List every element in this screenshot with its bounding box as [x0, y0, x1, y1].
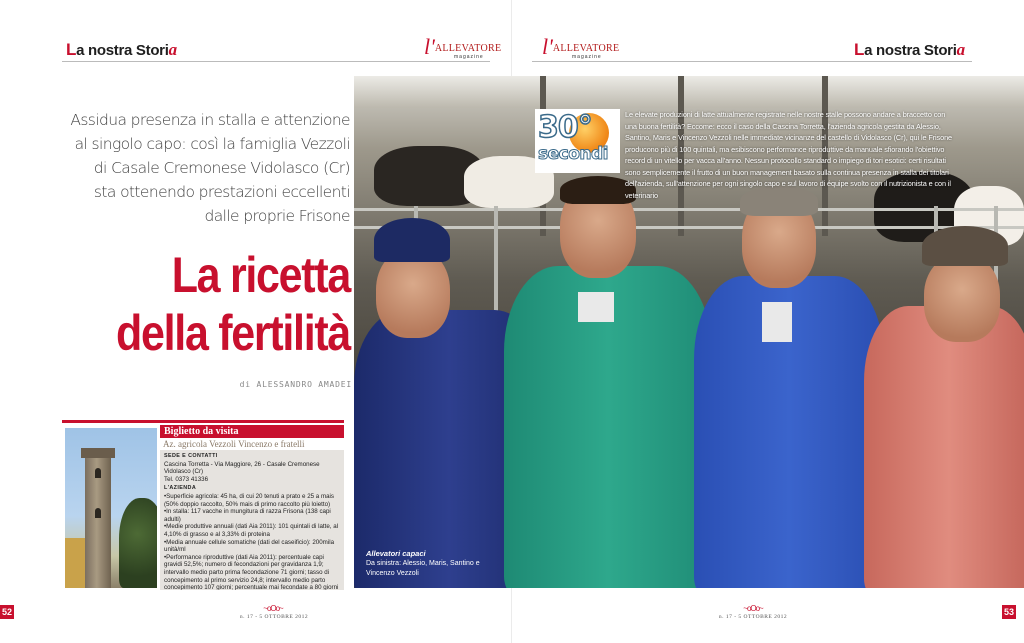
- badge-word: secondi: [538, 144, 609, 164]
- byline: di ALESSANDRO AMADEI: [239, 380, 352, 389]
- page-number-left: 52: [1, 607, 12, 617]
- footer-ornament: ~oOo~: [743, 604, 763, 613]
- issue-info: n. 17 - 5 OTTOBRE 2012: [718, 614, 788, 620]
- article-intro: Le elevate produzioni di latte attualmente registrate nelle nostre stalle possono andare a braccetto con una buona fertilità? Eccome: ecco il caso della Cascina Torretta, l'azienda agricola gestita da Alessio, Santino, Maris e Vincenzo Vezzoli nelle immediate vicinanze del castello di Vidolasco (Cr), qui le Frisone producono più di 100 quintali, ma esibiscono performance riproduttive da manuale sfiorando l'obiettivo record di un vitello per vacca all'anno. Nessun protocollo standard o impiego di tori esotici: certi risultati sono semplicemente il frutto di un buon management basato sulla continua presenza in stalla dei titolari dell'azienda, sull'attenzione per ogni singolo capo e sul lavoro di équipe svolto con il nutrizionista e con il veterinario: [625, 110, 952, 200]
- list-item: • Performance riproduttive (dati Aia 2011): percentuale capi gravidi 52,5%; numero di fecondazioni per gravidanza 1,9; intervallo medio parto prima fecondazione 71 giorni; tasso di concepimento al primo servizio 24,8; intervallo medio parto concepimento 107 giorni; percentuale mai fecondate a 80 giorni: [164, 554, 340, 590]
- list-item: • Media annuale cellule somatiche (dati del caseificio): 200mila unità/ml: [164, 539, 340, 554]
- caption-title: Allevatori capaci: [366, 549, 426, 558]
- issue-info: n. 17 - 5 OTTOBRE 2012: [239, 614, 309, 620]
- farmers-barn-photo: [354, 76, 1024, 588]
- list-item: • In stalla: 117 vacche in mungitura di razza Frisona (138 capi adulti): [164, 508, 340, 523]
- company-label: L'AZIENDA: [164, 485, 197, 492]
- left-header: [62, 34, 502, 66]
- badge-number: 30°: [538, 110, 592, 145]
- section-title: La nostra Storia: [854, 40, 965, 59]
- card-body: [160, 450, 344, 590]
- farm-name: Az. agricola Vezzoli Vincenzo e fratelli: [163, 439, 305, 449]
- photo-caption: [366, 549, 486, 578]
- contact-address: Cascina Torretta - Via Maggiore, 26 - Casale Cremonese Vidolasco (Cr): [164, 460, 320, 476]
- footer-ornament: ~oOo~: [263, 604, 283, 613]
- magazine-logo: l'ALLEVATORE magazine: [542, 34, 620, 60]
- 30-seconds-badge: [535, 109, 620, 173]
- header-rule: [62, 61, 490, 62]
- article-title: La ricetta della fertilità: [116, 247, 350, 361]
- business-card-box: [62, 420, 344, 590]
- contacts-label: SEDE E CONTATTI: [164, 453, 218, 459]
- caption-text: Da sinistra: Alessio, Maris, Santino e Vincenzo Vezzoli: [366, 560, 480, 577]
- list-item: • Medie produttive annuali (dati Aia 2011): 101 quintali di latte, al 4,10% di grasso e al 3,33% di proteina: [164, 523, 340, 538]
- list-item: • Superficie agricola: 45 ha, di cui 20 tenuti a prato e 25 a mais (50% doppio raccolto, 50% mais di primo raccolto più loietto): [164, 493, 340, 508]
- card-heading: Biglietto da visita: [160, 425, 344, 438]
- page-number-right: 53: [1003, 607, 1014, 617]
- article-subtitle: Assidua presenza in stalla e attenzione al singolo capo: così la famiglia Vezzoli di Casale Cremonese Vidolasco (Cr) sta ottenendo prestazioni eccellenti dalle proprie Frisone: [70, 111, 350, 225]
- contact-phone: Tel. 0373 41336: [164, 475, 209, 483]
- right-header: [532, 34, 972, 66]
- castle-tower-photo: [65, 428, 157, 588]
- card-top-rule: [62, 420, 344, 423]
- header-rule: [532, 61, 972, 62]
- company-list: [164, 493, 340, 590]
- section-title: La nostra Storia: [66, 40, 177, 59]
- magazine-logo: l'ALLEVATORE magazine: [424, 34, 502, 60]
